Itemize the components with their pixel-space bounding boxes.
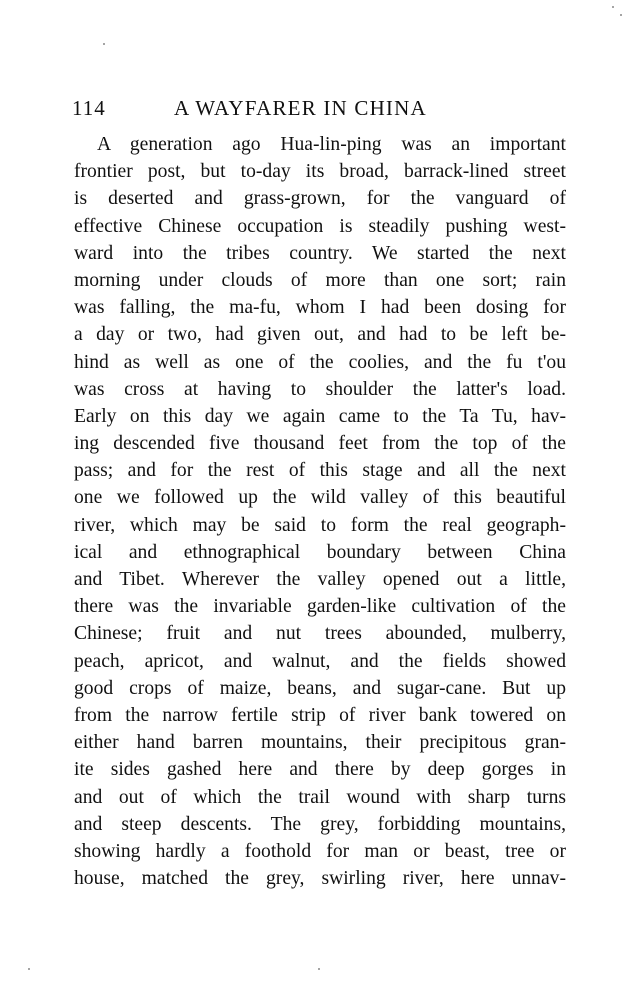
text-line: and Tibet. Wherever the valley opened out a little, [74, 569, 566, 590]
text-line: A generation ago Hua-lin-ping was an important [97, 134, 566, 155]
text-line: pass; and for the rest of this stage and all the next [74, 460, 566, 482]
text-line: one we followed up the wild valley of this beautiful [74, 487, 566, 509]
text-line: ical and ethnographical boundary between China [74, 541, 566, 563]
paper-speck [318, 968, 320, 970]
text-line: peach, apricot, and walnut, and the fields showed [74, 650, 566, 672]
text-line: from the narrow fertile strip of river bank towered on [74, 704, 566, 726]
text-line: Chinese; fruit and nut trees abounded, mulberry, [74, 623, 566, 645]
text-line: a day or two, had given out, and had to be left be- [74, 324, 566, 346]
text-line: and steep descents. The grey, forbidding mountains, [74, 813, 566, 835]
text-line: morning under clouds of more than one sort; rain [74, 269, 566, 291]
text-line: was falling, the ma-fu, whom I had been dosing for [74, 297, 566, 319]
text-line: ite sides gashed here and there by deep gorges in [74, 759, 566, 781]
text-line: good crops of maize, beans, and sugar-cane. But up [74, 677, 566, 699]
text-line: Early on this day we again came to the Ta Tu, hav- [74, 405, 566, 427]
text-line: was cross at having to shoulder the latter's load. [74, 378, 566, 400]
running-head: A WAYFARER IN CHINA [174, 96, 427, 120]
text-line: there was the invariable garden-like cultivation of the [74, 596, 566, 618]
text-line: river, which may be said to form the real geograph- [74, 514, 566, 536]
paper-speck [620, 14, 622, 16]
paper-speck [103, 43, 105, 45]
text-line: hind as well as one of the coolies, and the fu t'ou [74, 351, 566, 373]
body-text [74, 131, 566, 892]
text-line: showing hardly a foothold for man or beast, tree or [74, 840, 566, 862]
page-number: 114 [72, 96, 106, 120]
text-line: either hand barren mountains, their precipitous gran- [74, 732, 566, 754]
text-line: is deserted and grass-grown, for the vanguard of [74, 188, 566, 210]
paper-speck [28, 968, 30, 970]
text-line: ward into the tribes country. We started the next [74, 242, 566, 264]
text-line: frontier post, but to-day its broad, barrack-lined street [74, 161, 566, 183]
text-line: effective Chinese occupation is steadily pushing west- [74, 215, 566, 237]
text-line: house, matched the grey, swirling river, here unnav- [74, 868, 566, 890]
text-line: ing descended five thousand feet from the top of the [74, 433, 566, 455]
text-line: and out of which the trail wound with sharp turns [74, 786, 566, 808]
paper-speck [612, 6, 614, 8]
page-header [72, 96, 572, 126]
